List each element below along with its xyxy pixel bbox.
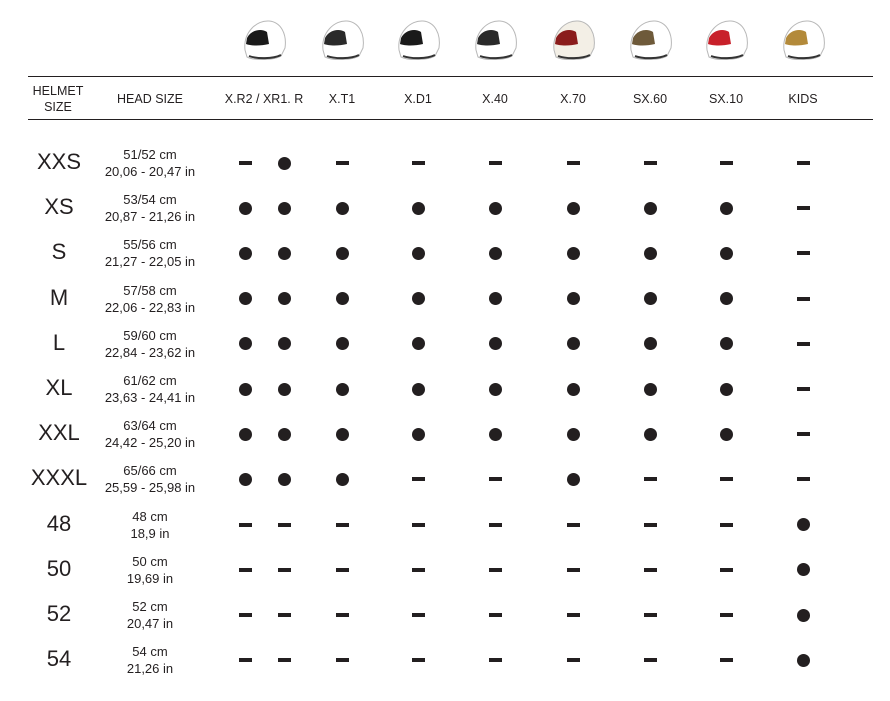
fit-available-dot (567, 428, 580, 441)
fit-unavailable-dash (239, 523, 252, 527)
head-size-in: 25,59 - 25,98 in (104, 480, 196, 496)
head-size-in: 22,84 - 23,62 in (104, 344, 196, 360)
head-size-in: 18,9 in (130, 525, 170, 541)
fit-available-dot (567, 473, 580, 486)
fit-unavailable-dash (797, 477, 810, 481)
fit-available-dot (797, 563, 810, 576)
fit-available-dot (336, 473, 349, 486)
fit-available-dot (412, 202, 425, 215)
fit-unavailable-dash (489, 477, 502, 481)
jet-helmet-icon (621, 12, 679, 70)
model-header-x-t1: X.T1 (328, 92, 356, 106)
dual-sport-helmet-icon (389, 12, 447, 70)
fit-unavailable-dash (567, 523, 580, 527)
head-size-cm: 59/60 cm (123, 327, 177, 343)
fit-unavailable-dash (644, 613, 657, 617)
helmet-size-header-line2: SIZE (44, 100, 72, 114)
head-size-in: 22,06 - 22,83 in (104, 299, 196, 315)
head-size-cm: 53/54 cm (123, 192, 177, 208)
fit-unavailable-dash (797, 297, 810, 301)
header-top-rule (28, 76, 873, 77)
fit-available-dot (336, 428, 349, 441)
touring-full-face-helmet-icon (313, 12, 371, 70)
head-size-in: 23,63 - 24,41 in (104, 390, 196, 405)
fit-unavailable-dash (644, 523, 657, 527)
fit-unavailable-dash (278, 568, 291, 572)
head-size-cm: 61/62 cm (123, 373, 177, 388)
head-size-cell (90, 146, 210, 180)
fit-available-dot (412, 292, 425, 305)
helmet-size-label: 48 (46, 510, 72, 536)
fit-available-dot (567, 337, 580, 350)
full-face-racing-helmet-icon (235, 12, 293, 70)
head-size-cm: 52 cm (132, 599, 168, 614)
helmet-size-label: M (49, 284, 69, 310)
fit-unavailable-dash (239, 161, 252, 165)
fit-unavailable-dash (489, 161, 502, 165)
fit-available-dot (489, 337, 502, 350)
fit-available-dot (720, 337, 733, 350)
fit-unavailable-dash (412, 161, 425, 165)
fit-available-dot (644, 337, 657, 350)
fit-unavailable-dash (720, 161, 733, 165)
helmet-size-header-line1: HELMET (32, 84, 84, 98)
helmet-size-label: 52 (46, 601, 72, 626)
fit-available-dot (489, 202, 502, 215)
helmet-size-label: XXS (36, 149, 82, 174)
head-size-in: 21,26 in (126, 661, 174, 677)
model-header-x-d1: X.D1 (404, 92, 432, 106)
fit-available-dot (278, 337, 291, 350)
fit-available-dot (412, 383, 425, 396)
model-header-sx-60: SX.60 (632, 92, 668, 106)
fit-unavailable-dash (412, 523, 425, 527)
fit-available-dot (278, 247, 291, 260)
fit-available-dot (278, 292, 291, 305)
head-size-cm: 50 cm (132, 553, 168, 569)
fit-unavailable-dash (489, 613, 502, 617)
helmet-size-label: L (52, 329, 66, 355)
fit-unavailable-dash (797, 161, 810, 165)
fit-available-dot (239, 202, 252, 215)
model-header-x-r2-xr1-r: X.R2 / XR1. R (224, 92, 304, 106)
helmet-size-label: 54 (46, 646, 72, 672)
helmet-size-label: XS (44, 194, 74, 220)
fit-unavailable-dash (412, 613, 425, 617)
fit-unavailable-dash (644, 658, 657, 662)
head-size-cm: 55/56 cm (123, 237, 177, 253)
fit-unavailable-dash (278, 658, 291, 662)
fit-available-dot (336, 383, 349, 396)
fit-available-dot (239, 383, 252, 396)
head-size-cm: 63/64 cm (123, 418, 177, 434)
fit-unavailable-dash (567, 613, 580, 617)
fit-available-dot (720, 202, 733, 215)
fit-available-dot (278, 383, 291, 396)
fit-unavailable-dash (278, 523, 291, 527)
fit-available-dot (720, 247, 733, 260)
head-size-in: 20,87 - 21,26 in (104, 209, 196, 225)
fit-available-dot (567, 383, 580, 396)
head-size-in: 19,69 in (126, 570, 174, 586)
fit-available-dot (412, 337, 425, 350)
fit-available-dot (336, 337, 349, 350)
head-size-in: 20,47 in (126, 616, 174, 631)
fit-available-dot (336, 202, 349, 215)
modular-helmet-icon (466, 12, 524, 70)
red-graphic-jet-helmet-icon (697, 12, 755, 70)
model-header-sx-10: SX.10 (708, 92, 744, 106)
fit-available-dot (239, 473, 252, 486)
model-header-kids: KIDS (788, 92, 818, 106)
fit-unavailable-dash (720, 568, 733, 572)
fit-available-dot (720, 292, 733, 305)
header-bottom-rule (28, 119, 873, 120)
fit-unavailable-dash (239, 658, 252, 662)
head-size-in: 20,06 - 20,47 in (104, 164, 196, 179)
fit-unavailable-dash (412, 568, 425, 572)
fit-available-dot (412, 247, 425, 260)
head-size-cell (90, 508, 210, 542)
fit-unavailable-dash (412, 658, 425, 662)
helmet-size-label: S (51, 239, 67, 265)
fit-available-dot (644, 202, 657, 215)
head-size-cm: 51/52 cm (123, 147, 177, 162)
head-size-cell (90, 417, 210, 451)
fit-unavailable-dash (567, 161, 580, 165)
fit-unavailable-dash (336, 161, 349, 165)
fit-available-dot (278, 473, 291, 486)
kids-helmet-icon (774, 12, 832, 70)
fit-unavailable-dash (336, 523, 349, 527)
fit-available-dot (278, 157, 291, 170)
fit-unavailable-dash (567, 568, 580, 572)
fit-unavailable-dash (797, 387, 810, 391)
head-size-cm: 48 cm (132, 508, 168, 524)
fit-available-dot (336, 292, 349, 305)
fit-available-dot (489, 247, 502, 260)
fit-available-dot (239, 292, 252, 305)
fit-available-dot (644, 247, 657, 260)
fit-unavailable-dash (239, 568, 252, 572)
fit-available-dot (797, 518, 810, 531)
head-size-cell (90, 191, 210, 225)
helmet-size-header (24, 83, 92, 115)
helmet-size-label: 50 (46, 555, 72, 581)
fit-unavailable-dash (797, 251, 810, 255)
fit-unavailable-dash (720, 523, 733, 527)
fit-unavailable-dash (797, 432, 810, 436)
helmet-size-label: XL (45, 375, 73, 400)
fit-available-dot (644, 383, 657, 396)
fit-available-dot (336, 247, 349, 260)
head-size-cm: 54 cm (132, 644, 168, 660)
fit-unavailable-dash (412, 477, 425, 481)
fit-unavailable-dash (644, 477, 657, 481)
head-size-cell (90, 553, 210, 587)
fit-available-dot (720, 428, 733, 441)
fit-available-dot (797, 609, 810, 622)
fit-unavailable-dash (720, 477, 733, 481)
fit-unavailable-dash (644, 161, 657, 165)
head-size-in: 21,27 - 22,05 in (104, 254, 196, 270)
head-size-cell (90, 236, 210, 270)
head-size-cell (90, 598, 210, 632)
fit-unavailable-dash (336, 613, 349, 617)
fit-available-dot (489, 292, 502, 305)
fit-available-dot (489, 383, 502, 396)
fit-unavailable-dash (336, 568, 349, 572)
head-size-cell (90, 643, 210, 677)
fit-available-dot (644, 428, 657, 441)
head-size-cell (90, 327, 210, 361)
fit-unavailable-dash (336, 658, 349, 662)
model-header-x-70: X.70 (560, 92, 586, 106)
fit-unavailable-dash (720, 658, 733, 662)
model-header-x-40: X.40 (482, 92, 508, 106)
head-size-cell (90, 462, 210, 496)
fit-available-dot (567, 202, 580, 215)
classic-open-face-helmet-icon (544, 12, 602, 70)
fit-available-dot (412, 428, 425, 441)
head-size-cell (90, 282, 210, 316)
fit-unavailable-dash (489, 523, 502, 527)
head-size-cell (90, 372, 210, 406)
fit-unavailable-dash (489, 658, 502, 662)
helmet-size-label: XXL (38, 420, 80, 446)
fit-unavailable-dash (567, 658, 580, 662)
fit-unavailable-dash (278, 613, 291, 617)
fit-available-dot (567, 292, 580, 305)
fit-available-dot (278, 428, 291, 441)
head-size-cm: 57/58 cm (123, 282, 177, 298)
fit-available-dot (797, 654, 810, 667)
head-size-in: 24,42 - 25,20 in (104, 435, 196, 451)
fit-unavailable-dash (720, 613, 733, 617)
fit-available-dot (720, 383, 733, 396)
fit-available-dot (644, 292, 657, 305)
fit-available-dot (239, 428, 252, 441)
fit-unavailable-dash (797, 206, 810, 210)
fit-available-dot (567, 247, 580, 260)
head-size-cm: 65/66 cm (123, 463, 177, 479)
fit-available-dot (239, 247, 252, 260)
helmet-size-label: XXXL (30, 465, 88, 491)
fit-unavailable-dash (489, 568, 502, 572)
fit-unavailable-dash (644, 568, 657, 572)
fit-unavailable-dash (797, 342, 810, 346)
fit-available-dot (278, 202, 291, 215)
head-size-header: HEAD SIZE (117, 92, 183, 106)
fit-unavailable-dash (239, 613, 252, 617)
fit-available-dot (489, 428, 502, 441)
fit-available-dot (239, 337, 252, 350)
